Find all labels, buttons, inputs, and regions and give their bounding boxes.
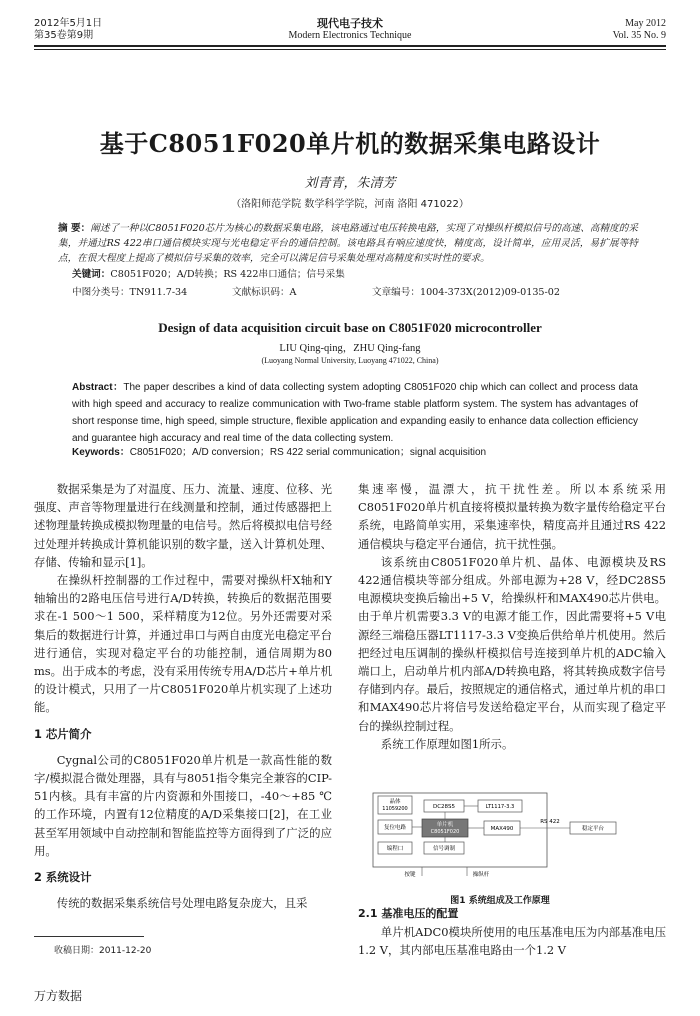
button-label: 按键: [404, 872, 416, 878]
journal-name-en: Modern Electronics Technique: [288, 30, 412, 41]
header-volume-line: 第35卷第9期: [34, 30, 94, 41]
max490-label: MAX490: [490, 826, 514, 832]
figure-caption: 图1 系统组成及工作原理: [450, 896, 550, 906]
joystick-label: 操纵杆: [472, 872, 490, 878]
footnote-divider: [34, 936, 144, 937]
keywords-cn: [72, 268, 638, 282]
keywords-en-label: Keywords：: [72, 447, 130, 458]
clc-number: 中图分类号：TN911.7-34: [72, 287, 188, 298]
document-code: 文献标识码：A: [232, 287, 297, 298]
mcu-label: 单片机: [436, 822, 454, 828]
paragraph: 集速率慢，温漂大，抗干扰性差。所以本系统采用C8051F020单片机直接将模拟量转换为数字量传给稳定平台系统，电路简单实用，采集速率快，精度高并且通过RS 422通信模块与稳定平台通信，抗干扰性强。: [358, 482, 666, 551]
paragraph: Cygnal公司的C8051F020单片机是一款高性能的数字/模拟混合微处理器，具有与8051指令集完全兼容的CIP-51内核。具有丰富的片内资源和外围接口，-40～+85 ℃的工作环境，内置有12位精度的A/D采集接口[2]，在工业甚至军用领域中自动控制和智能监控等方面得到了广泛的应用。: [34, 752, 332, 858]
keywords-en-text: C8051F020；A/D conversion；RS 422 serial communication；signal acquisition: [129, 447, 487, 458]
signal-mod-label: 信号调制: [432, 846, 456, 852]
regulator-label: LT1117-3.3: [485, 804, 515, 810]
platform-label: 稳定平台: [581, 826, 605, 832]
abstract-cn: [58, 221, 638, 266]
keywords-cn-text: C8051F020；A/D转换；RS 422串口通信；信号采集: [110, 269, 345, 280]
watermark: 万方数据: [34, 989, 83, 1003]
abstract-en: [72, 379, 638, 447]
subsection-heading: 2.1 基准电压的配置: [358, 907, 459, 920]
authors-en: LIU Qing-qing，ZHU Qing-fang: [279, 343, 421, 354]
program-port-label: 编程口: [386, 846, 404, 852]
header-month: May 2012: [625, 18, 666, 29]
paper-title-en: Design of data acquisition circuit base on C8051F020 microcontroller: [158, 320, 542, 335]
mcu-model: C8051F020: [430, 829, 460, 835]
paragraph: 该系统由C8051F020单片机、晶体、电源模块及RS 422通信模块等部分组成。外部电源为+28 V，经DC28S5电源模块变换后输出+5 V，给操纵杆和MAX490芯片供电。由于单片机需要3.3 V的电源才能工作，因此需要将+5 V电源经三端稳压器LT1117-3.3 V变换后供给单片机使用。然后把经过电压调制的操纵杆模拟信号连接到单片机的ADC输入端口上，启动单片机内部A/D转换电路，将其转换成数字信号存储到内存。最后，按照规定的通信格式，通过单片机的串口和MAX490芯片将信号发送给稳定平台，从而实现了稳定平台的操纵控制过程。: [358, 554, 666, 733]
keywords-cn-label: 关键词：: [72, 269, 111, 280]
received-date: 收稿日期：2011-12-20: [54, 946, 152, 956]
article-number: 文章编号：1004-373X(2012)09-0135-02: [372, 287, 560, 298]
crystal-frequency: 11059200: [382, 806, 408, 812]
body-column-left: [34, 480, 332, 912]
paragraph: 系统工作原理如图1所示。: [380, 736, 514, 751]
abstract-cn-text: 阐述了一种以C8051F020芯片为核心的数据采集电路，该电路通过电压转换电路，实现了对操纵杆模拟信号的高速、高精度的采集，并通过RS 422串口通信模块实现与光电稳定平台的通信控制。该电路具有响应速度快，精度高，设计简单，应用灵活，易扩展等特点，在很大程度上提高了模拟信号采集的效率，完全可以满足信号采集处理对高精度和实时性的要求。: [58, 223, 638, 264]
journal-name-cn: 现代电子技术: [317, 17, 383, 30]
section-heading: 2 系统设计: [34, 870, 92, 885]
paragraph: 数据采集是为了对温度、压力、流量、速度、位移、光强度、声音等物理量进行在线测量和控制，通过传感器把上述物理量转换成模拟物理量的电信号。然后将模拟电信号经过处理并转换成计算机能识别的数字量，送入计算机处理、存储、传输和显示[1]。: [34, 482, 332, 569]
affiliation-en: (Luoyang Normal University, Luoyang 471022, China): [261, 356, 439, 365]
authors-cn: 刘青青，朱清芳: [304, 176, 396, 191]
abstract-cn-label: 摘 要：: [58, 223, 91, 234]
paragraph: 在操纵杆控制器的工作过程中，需要对操纵杆X轴和Y轴输出的2路电压信号进行A/D转换，转换后的数据范围要求在-1 500～1 500，采样精度为12位。另外还需要对采集后的数据进行计算，并通过串口与两自由度光电稳定平台进行通信，实现对稳定平台的功能控制，通信周期为80 ms。出于成本的考虑，没有采用传统专用A/D芯片+单片机的设计模式，只用了一片C8051F020单片机实现了上述功能。: [34, 573, 332, 715]
header-divider: [34, 45, 666, 47]
abstract-en-label: Abstract：: [72, 382, 124, 393]
header-vol: Vol. 35 No. 9: [612, 30, 666, 41]
header-issue: [613, 18, 666, 42]
journal-name: [34, 18, 666, 42]
keywords-en: [72, 446, 638, 460]
affiliation-cn: （洛阳师范学院 数学科学学院，河南 洛阳 471022）: [231, 199, 469, 210]
body-column-right-lower: [358, 905, 666, 960]
paper-title-cn: 基于C8051F020单片机的数据采集电路设计: [99, 129, 601, 158]
abstract-en-text: The paper describes a kind of data collecting system adopting C8051F020 chip which can collect and process data with high speed and accuracy to realize communication with Two-frame stable platform system. The system has advantages of short response time, high speed, simple structure, flexible application and expanding easily to enhance data collection efficiency and guarantee high accuracy and real time of the data collecting system.: [72, 382, 638, 444]
header-date-line: 2012年5月1日: [34, 18, 103, 29]
reset-label: 复位电路: [383, 825, 407, 831]
body-column-right: [358, 480, 666, 753]
paragraph: 传统的数据采集系统信号处理电路复杂庞大，且采: [56, 896, 308, 911]
dc-module-label: DC28S5: [432, 804, 456, 810]
paragraph: 单片机ADC0模块所使用的电压基准电压为内部基准电压1.2 V，其内部电压基准电路由一个1.2 V: [358, 925, 666, 958]
header-divider-thin: [34, 49, 666, 50]
crystal-label: 晶体: [389, 799, 401, 805]
rs422-label: RS 422: [540, 819, 560, 825]
system-diagram: [372, 792, 634, 878]
section-heading: 1 芯片简介: [34, 726, 92, 741]
